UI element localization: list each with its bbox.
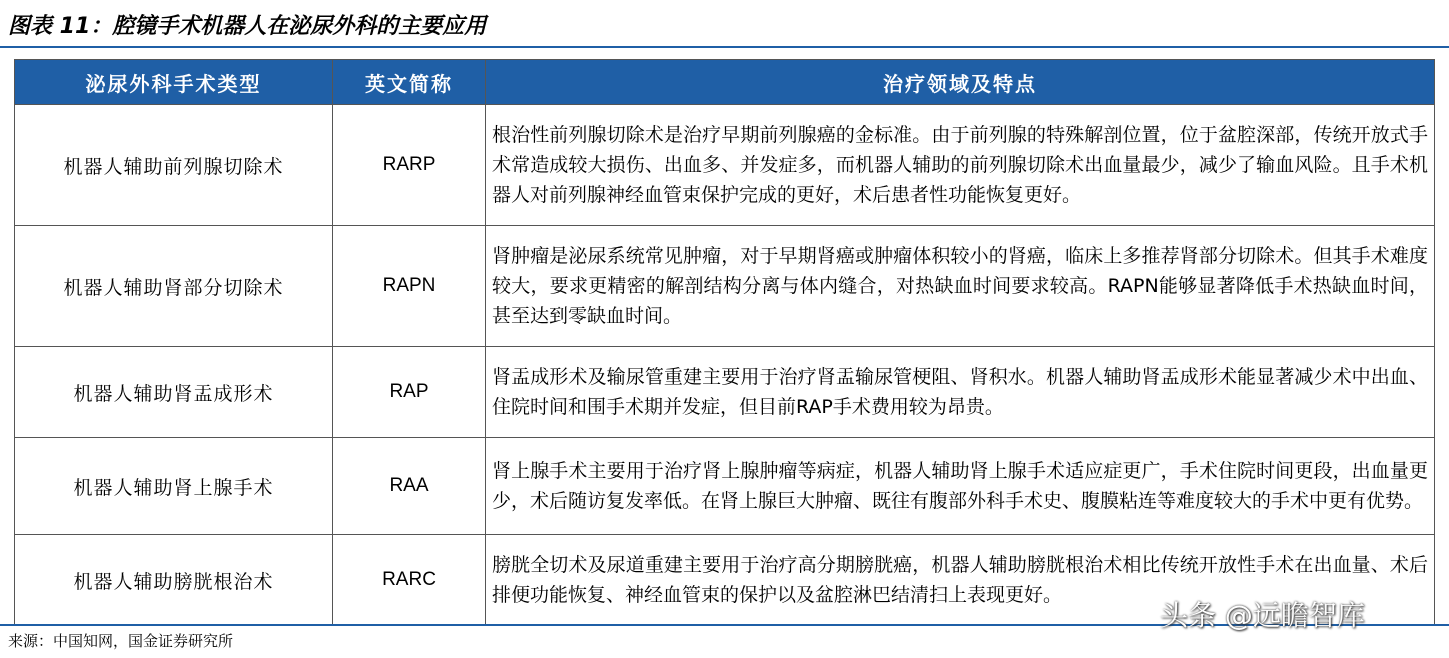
table-row — [15, 105, 1435, 226]
description-cell: 肾上腺手术主要用于治疗肾上腺肿瘤等病症，机器人辅助肾上腺手术适应症更广，手术住院时间更段，出血量更少，术后随访复发率低。在肾上腺巨大肿瘤、既往有腹部外科手术史、腹膜粘连等难度较大的手术中更有优势。 — [486, 438, 1435, 535]
surgery-type-cell: 机器人辅助肾部分切除术 — [15, 226, 333, 347]
table-header-row — [15, 60, 1435, 105]
header-surgery-type: 泌尿外科手术类型 — [15, 60, 333, 105]
description-cell: 肾盂成形术及输尿管重建主要用于治疗肾盂输尿管梗阻、肾积水。机器人辅助肾盂成形术能显著减少术中出血、住院时间和围手术期并发症，但目前RAP手术费用较为昂贵。 — [486, 347, 1435, 438]
abbreviation-cell: RARC — [333, 535, 486, 626]
figure-title: 图表 11：腔镜手术机器人在泌尿外科的主要应用 — [8, 14, 487, 39]
description-cell: 肾肿瘤是泌尿系统常见肿瘤，对于早期肾癌或肿瘤体积较小的肾癌，临床上多推荐肾部分切除术。但其手术难度较大，要求更精密的解剖结构分离与体内缝合，对热缺血时间要求较高。RAPN能够显著降低手术热缺血时间，甚至达到零缺血时间。 — [486, 226, 1435, 347]
abbreviation-cell: RAPN — [333, 226, 486, 347]
surgery-type-cell: 机器人辅助前列腺切除术 — [15, 105, 333, 226]
table-row — [15, 438, 1435, 535]
description-cell: 根治性前列腺切除术是治疗早期前列腺癌的金标准。由于前列腺的特殊解剖位置，位于盆腔深部，传统开放式手术常造成较大损伤、出血多、并发症多，而机器人辅助的前列腺切除术出血量最少，减少了输血风险。且手术机器人对前列腺神经血管束保护完成的更好，术后患者性功能恢复更好。 — [486, 105, 1435, 226]
abbreviation-cell: RARP — [333, 105, 486, 226]
watermark: 头条 @远瞻智库 — [1160, 599, 1365, 632]
surgery-type-cell: 机器人辅助肾上腺手术 — [15, 438, 333, 535]
applications-table — [14, 59, 1435, 626]
abbreviation-cell: RAA — [333, 438, 486, 535]
abbreviation-cell: RAP — [333, 347, 486, 438]
surgery-type-cell: 机器人辅助肾盂成形术 — [15, 347, 333, 438]
surgery-type-cell: 机器人辅助膀胱根治术 — [15, 535, 333, 626]
table-row — [15, 347, 1435, 438]
title-divider — [0, 46, 1449, 48]
header-abbreviation: 英文简称 — [333, 60, 486, 105]
header-features: 治疗领域及特点 — [486, 60, 1435, 105]
table-row — [15, 226, 1435, 347]
source-note: 来源：中国知网，国金证券研究所 — [8, 632, 234, 650]
description-cell: 膀胱全切术及尿道重建主要用于治疗高分期膀胱癌，机器人辅助膀胱根治术相比传统开放性手术在出血量、术后排便功能恢复、神经血管束的保护以及盆腔淋巴结清扫上表现更好。 — [486, 535, 1435, 626]
